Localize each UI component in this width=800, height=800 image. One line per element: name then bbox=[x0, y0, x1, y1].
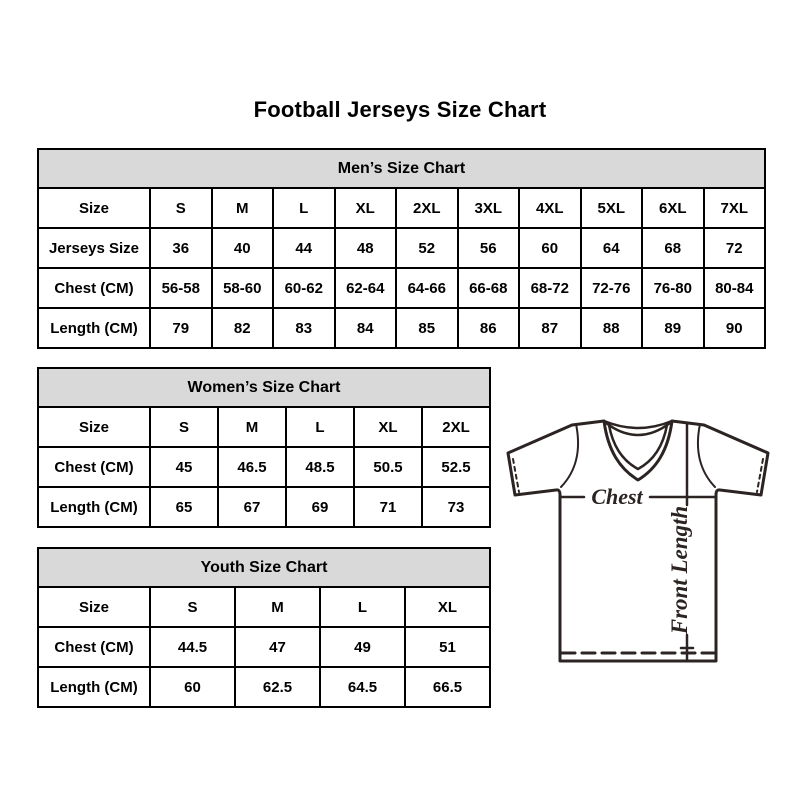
table-row bbox=[38, 627, 490, 667]
column-header: M bbox=[212, 188, 274, 228]
row-label: Chest (CM) bbox=[38, 627, 150, 667]
table-cell: 60-62 bbox=[273, 268, 335, 308]
column-header-size: Size bbox=[38, 188, 150, 228]
table-cell: 60 bbox=[519, 228, 581, 268]
column-header-size: Size bbox=[38, 407, 150, 447]
mens-size-table bbox=[37, 148, 766, 349]
table-cell: 69 bbox=[286, 487, 354, 527]
table-cell: 68 bbox=[642, 228, 704, 268]
column-header: S bbox=[150, 587, 235, 627]
table-cell: 58-60 bbox=[212, 268, 274, 308]
table-cell: 67 bbox=[218, 487, 286, 527]
column-header: L bbox=[320, 587, 405, 627]
table-cell: 47 bbox=[235, 627, 320, 667]
column-header: 7XL bbox=[704, 188, 766, 228]
jersey-outline bbox=[508, 421, 768, 661]
right-sleeve-seam bbox=[698, 424, 715, 487]
table-row bbox=[38, 667, 490, 707]
table-cell: 44 bbox=[273, 228, 335, 268]
table-cell: 84 bbox=[335, 308, 397, 348]
column-header: 5XL bbox=[581, 188, 643, 228]
column-header: XL bbox=[354, 407, 422, 447]
row-label: Length (CM) bbox=[38, 487, 150, 527]
table-cell: 46.5 bbox=[218, 447, 286, 487]
table-cell: 66-68 bbox=[458, 268, 520, 308]
vneck-outer bbox=[604, 421, 672, 480]
table-cell: 88 bbox=[581, 308, 643, 348]
column-header: 4XL bbox=[519, 188, 581, 228]
row-label: Jerseys Size bbox=[38, 228, 150, 268]
page-title: Football Jerseys Size Chart bbox=[253, 97, 547, 122]
table-cell: 52.5 bbox=[422, 447, 490, 487]
table-cell: 65 bbox=[150, 487, 218, 527]
table-cell: 62-64 bbox=[335, 268, 397, 308]
youth-column-header-row bbox=[38, 587, 490, 627]
table-cell: 73 bbox=[422, 487, 490, 527]
womens-table-title-row bbox=[38, 368, 490, 407]
column-header: XL bbox=[405, 587, 490, 627]
column-header-size: Size bbox=[38, 587, 150, 627]
column-header: M bbox=[235, 587, 320, 627]
table-cell: 56-58 bbox=[150, 268, 212, 308]
table-cell: 45 bbox=[150, 447, 218, 487]
chest-measure-label: Chest bbox=[591, 484, 643, 509]
table-cell: 86 bbox=[458, 308, 520, 348]
mens-table-title-row bbox=[38, 149, 765, 188]
column-header: S bbox=[150, 407, 218, 447]
table-cell: 85 bbox=[396, 308, 458, 348]
womens-table-title: Women’s Size Chart bbox=[38, 368, 490, 407]
youth-table-title-row bbox=[38, 548, 490, 587]
table-cell: 72-76 bbox=[581, 268, 643, 308]
table-cell: 36 bbox=[150, 228, 212, 268]
table-cell: 64 bbox=[581, 228, 643, 268]
mens-column-header-row bbox=[38, 188, 765, 228]
column-header: 2XL bbox=[422, 407, 490, 447]
table-cell: 71 bbox=[354, 487, 422, 527]
table-cell: 68-72 bbox=[519, 268, 581, 308]
mens-table-title: Men’s Size Chart bbox=[38, 149, 765, 188]
table-cell: 51 bbox=[405, 627, 490, 667]
womens-size-table bbox=[37, 367, 491, 528]
table-cell: 76-80 bbox=[642, 268, 704, 308]
table-cell: 40 bbox=[212, 228, 274, 268]
table-row bbox=[38, 268, 765, 308]
youth-table-title: Youth Size Chart bbox=[38, 548, 490, 587]
table-cell: 62.5 bbox=[235, 667, 320, 707]
table-cell: 90 bbox=[704, 308, 766, 348]
table-row bbox=[38, 487, 490, 527]
table-cell: 64.5 bbox=[320, 667, 405, 707]
table-cell: 52 bbox=[396, 228, 458, 268]
column-header: M bbox=[218, 407, 286, 447]
table-cell: 48.5 bbox=[286, 447, 354, 487]
table-row bbox=[38, 447, 490, 487]
table-cell: 56 bbox=[458, 228, 520, 268]
womens-column-header-row bbox=[38, 407, 490, 447]
table-cell: 50.5 bbox=[354, 447, 422, 487]
table-cell: 48 bbox=[335, 228, 397, 268]
row-label: Length (CM) bbox=[38, 667, 150, 707]
table-row bbox=[38, 308, 765, 348]
youth-size-table bbox=[37, 547, 491, 708]
table-cell: 64-66 bbox=[396, 268, 458, 308]
row-label: Chest (CM) bbox=[38, 447, 150, 487]
column-header: S bbox=[150, 188, 212, 228]
table-cell: 60 bbox=[150, 667, 235, 707]
table-cell: 49 bbox=[320, 627, 405, 667]
table-cell: 80-84 bbox=[704, 268, 766, 308]
jersey-diagram bbox=[500, 405, 772, 677]
row-label: Length (CM) bbox=[38, 308, 150, 348]
column-header: 6XL bbox=[642, 188, 704, 228]
front-length-measure-label: Front Length bbox=[667, 505, 692, 635]
column-header: XL bbox=[335, 188, 397, 228]
column-header: L bbox=[273, 188, 335, 228]
column-header: L bbox=[286, 407, 354, 447]
table-cell: 89 bbox=[642, 308, 704, 348]
table-cell: 83 bbox=[273, 308, 335, 348]
table-cell: 66.5 bbox=[405, 667, 490, 707]
left-sleeve-seam bbox=[561, 424, 578, 487]
column-header: 3XL bbox=[458, 188, 520, 228]
table-cell: 44.5 bbox=[150, 627, 235, 667]
row-label: Chest (CM) bbox=[38, 268, 150, 308]
table-row bbox=[38, 228, 765, 268]
table-cell: 79 bbox=[150, 308, 212, 348]
table-cell: 72 bbox=[704, 228, 766, 268]
table-cell: 82 bbox=[212, 308, 274, 348]
column-header: 2XL bbox=[396, 188, 458, 228]
table-cell: 87 bbox=[519, 308, 581, 348]
